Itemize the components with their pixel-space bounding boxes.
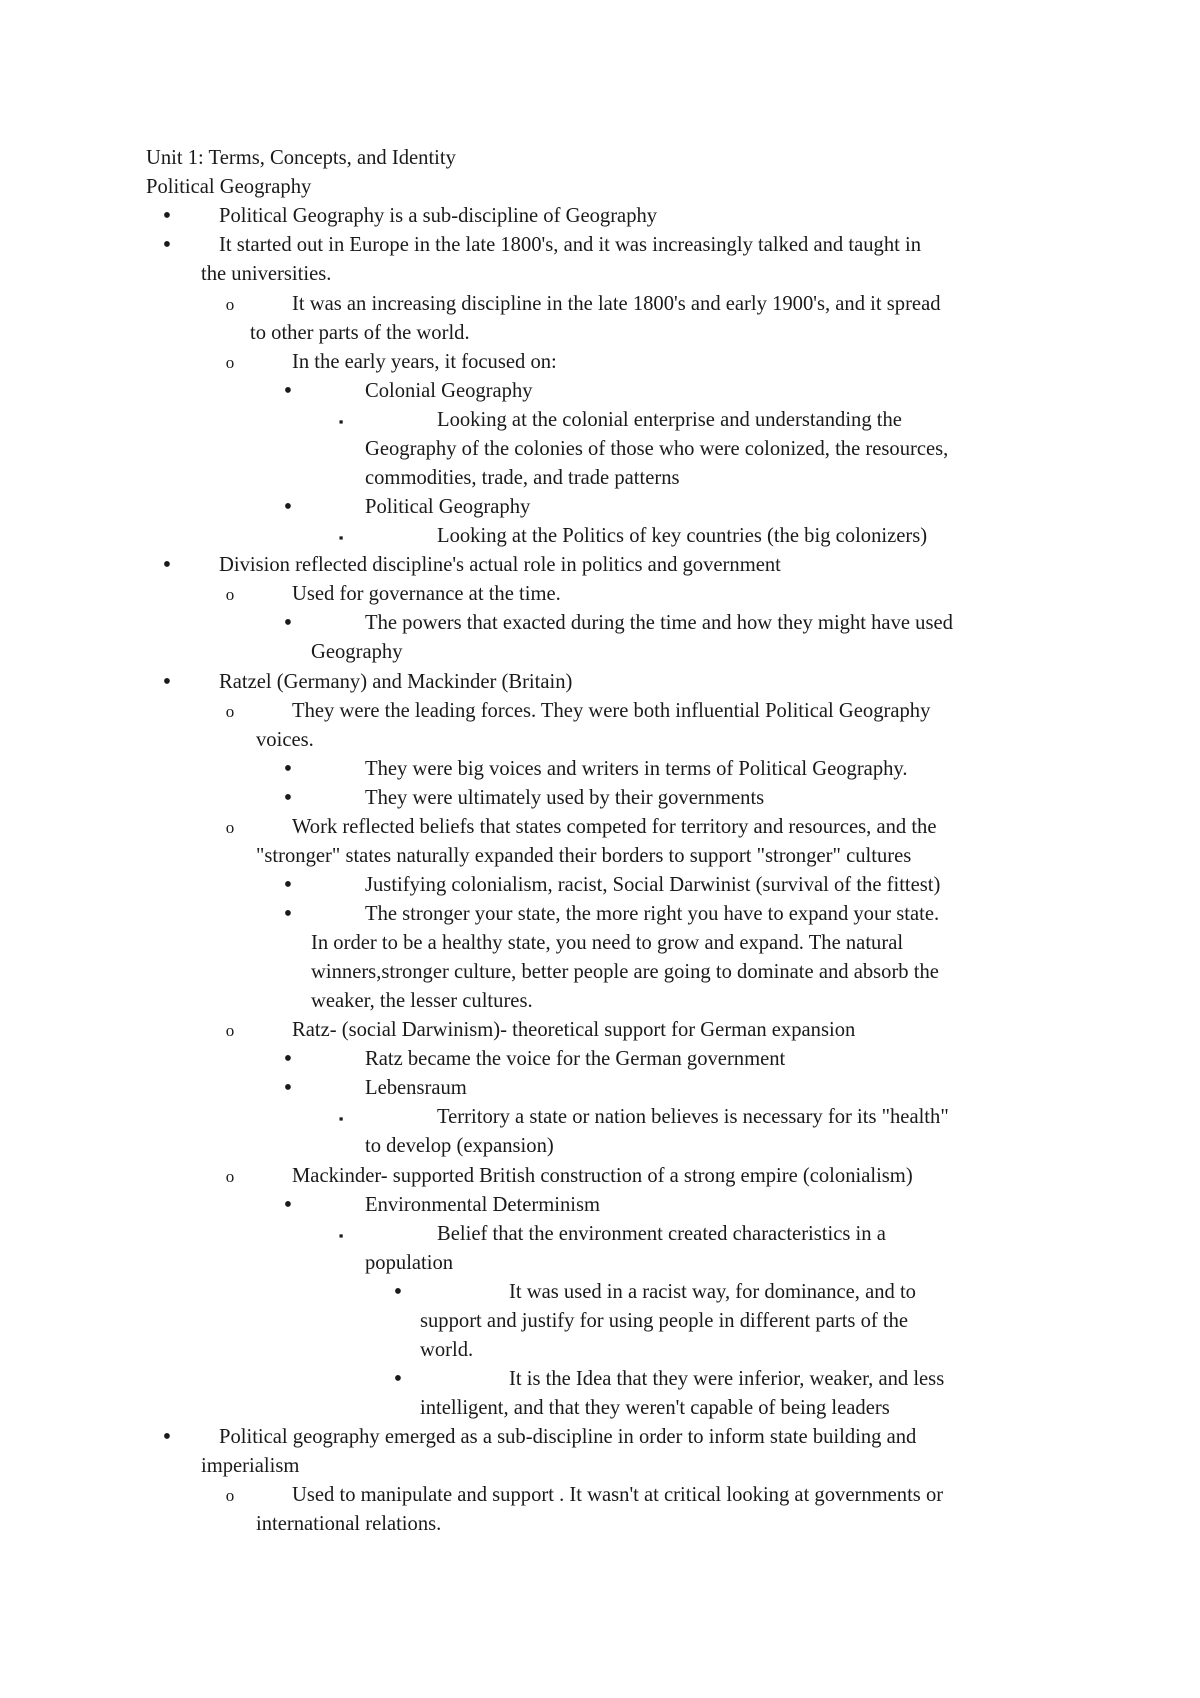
text-line: to other parts of the world. bbox=[250, 322, 470, 344]
text-line: world. bbox=[420, 1339, 474, 1361]
bullet-dot-icon bbox=[157, 1423, 177, 1452]
text-line: Belief that the environment created characteristics in a bbox=[437, 1223, 886, 1245]
text-line: "stronger" states naturally expanded their borders to support "stronger" cultures bbox=[256, 845, 912, 867]
text-line: commodities, trade, and trade patterns bbox=[365, 467, 680, 489]
bullet-circle-icon bbox=[220, 348, 240, 377]
text-line: Ratzel (Germany) and Mackinder (Britain) bbox=[219, 671, 573, 693]
bullet-dot-icon bbox=[278, 1045, 298, 1074]
text-line: It started out in Europe in the late 1800's, and it was increasingly talked and taught in bbox=[219, 234, 922, 256]
text-line: Geography of the colonies of those who were colonized, the resources, bbox=[365, 438, 949, 460]
bullet-circle-icon bbox=[220, 1481, 240, 1510]
text-line: Lebensraum bbox=[365, 1077, 467, 1099]
text-line: Environmental Determinism bbox=[365, 1194, 601, 1216]
bullet-dot-icon bbox=[388, 1365, 408, 1394]
text-line: the universities. bbox=[201, 263, 332, 285]
text-line: Political geography emerged as a sub-discipline in order to inform state building and bbox=[219, 1426, 917, 1448]
text-line: Used to manipulate and support . It wasn't at critical looking at governments or bbox=[292, 1484, 944, 1506]
text-line: Political Geography bbox=[365, 496, 531, 518]
section-heading: Political Geography bbox=[146, 176, 312, 198]
text-line: weaker, the lesser cultures. bbox=[311, 990, 533, 1012]
text-line: Looking at the colonial enterprise and understanding the bbox=[437, 409, 902, 431]
text-line: They were ultimately used by their governments bbox=[365, 787, 765, 809]
bullet-square-icon bbox=[331, 1220, 351, 1249]
bullet-dot-icon bbox=[278, 1191, 298, 1220]
text-line: In the early years, it focused on: bbox=[292, 351, 557, 373]
text-line: Justifying colonialism, racist, Social Darwinist (survival of the fittest) bbox=[365, 874, 941, 896]
bullet-dot-icon bbox=[157, 202, 177, 231]
text-line: Mackinder- supported British construction of a strong empire (colonialism) bbox=[292, 1165, 913, 1187]
document-title: Unit 1: Terms, Concepts, and Identity bbox=[146, 147, 456, 169]
text-line: intelligent, and that they weren't capable of being leaders bbox=[420, 1397, 890, 1419]
bullet-circle-icon bbox=[220, 1016, 240, 1045]
bullet-dot-icon bbox=[278, 900, 298, 929]
bullet-dot-icon bbox=[278, 1074, 298, 1103]
text-line: Ratz- (social Darwinism)- theoretical support for German expansion bbox=[292, 1019, 856, 1041]
text-line: Used for governance at the time. bbox=[292, 583, 561, 605]
bullet-dot-icon bbox=[157, 551, 177, 580]
text-line: The stronger your state, the more right you have to expand your state. bbox=[365, 903, 940, 925]
text-line: winners,stronger culture, better people are going to dominate and absorb the bbox=[311, 961, 939, 983]
bullet-dot-icon bbox=[278, 871, 298, 900]
bullet-circle-icon bbox=[220, 580, 240, 609]
bullet-circle-icon bbox=[220, 697, 240, 726]
text-line: Work reflected beliefs that states competed for territory and resources, and the bbox=[292, 816, 937, 838]
bullet-square-icon bbox=[331, 406, 351, 435]
bullet-dot-icon bbox=[278, 784, 298, 813]
text-line: international relations. bbox=[256, 1513, 442, 1535]
text-line: The powers that exacted during the time and how they might have used bbox=[365, 612, 953, 634]
bullet-dot-icon bbox=[278, 755, 298, 784]
bullet-circle-icon bbox=[220, 1162, 240, 1191]
text-line: In order to be a healthy state, you need to grow and expand. The natural bbox=[311, 932, 904, 954]
text-line: to develop (expansion) bbox=[365, 1135, 554, 1157]
text-line: Colonial Geography bbox=[365, 380, 533, 402]
text-line: Geography bbox=[311, 641, 403, 663]
text-line: Ratz became the voice for the German government bbox=[365, 1048, 786, 1070]
text-line: It was an increasing discipline in the late 1800's and early 1900's, and it spread bbox=[292, 293, 941, 315]
bullet-dot-icon bbox=[278, 609, 298, 638]
bullet-square-icon bbox=[331, 1103, 351, 1132]
text-line: They were the leading forces. They were both influential Political Geography bbox=[292, 700, 931, 722]
text-line: support and justify for using people in different parts of the bbox=[420, 1310, 909, 1332]
bullet-circle-icon bbox=[220, 290, 240, 319]
text-line: Political Geography is a sub-discipline of Geography bbox=[219, 205, 658, 227]
text-line: It was used in a racist way, for dominance, and to bbox=[509, 1281, 916, 1303]
text-line: imperialism bbox=[201, 1455, 300, 1477]
bullet-circle-icon bbox=[220, 813, 240, 842]
bullet-square-icon bbox=[331, 522, 351, 551]
text-line: Territory a state or nation believes is necessary for its "health" bbox=[437, 1106, 949, 1128]
text-line: voices. bbox=[256, 729, 314, 751]
bullet-dot-icon bbox=[157, 668, 177, 697]
text-line: It is the Idea that they were inferior, weaker, and less bbox=[509, 1368, 945, 1390]
bullet-dot-icon bbox=[278, 493, 298, 522]
text-line: Looking at the Politics of key countries (the big colonizers) bbox=[437, 525, 928, 547]
text-line: population bbox=[365, 1252, 454, 1274]
bullet-dot-icon bbox=[388, 1278, 408, 1307]
bullet-dot-icon bbox=[157, 231, 177, 260]
text-line: Division reflected discipline's actual role in politics and government bbox=[219, 554, 781, 576]
bullet-dot-icon bbox=[278, 377, 298, 406]
text-line: They were big voices and writers in terms of Political Geography. bbox=[365, 758, 908, 780]
